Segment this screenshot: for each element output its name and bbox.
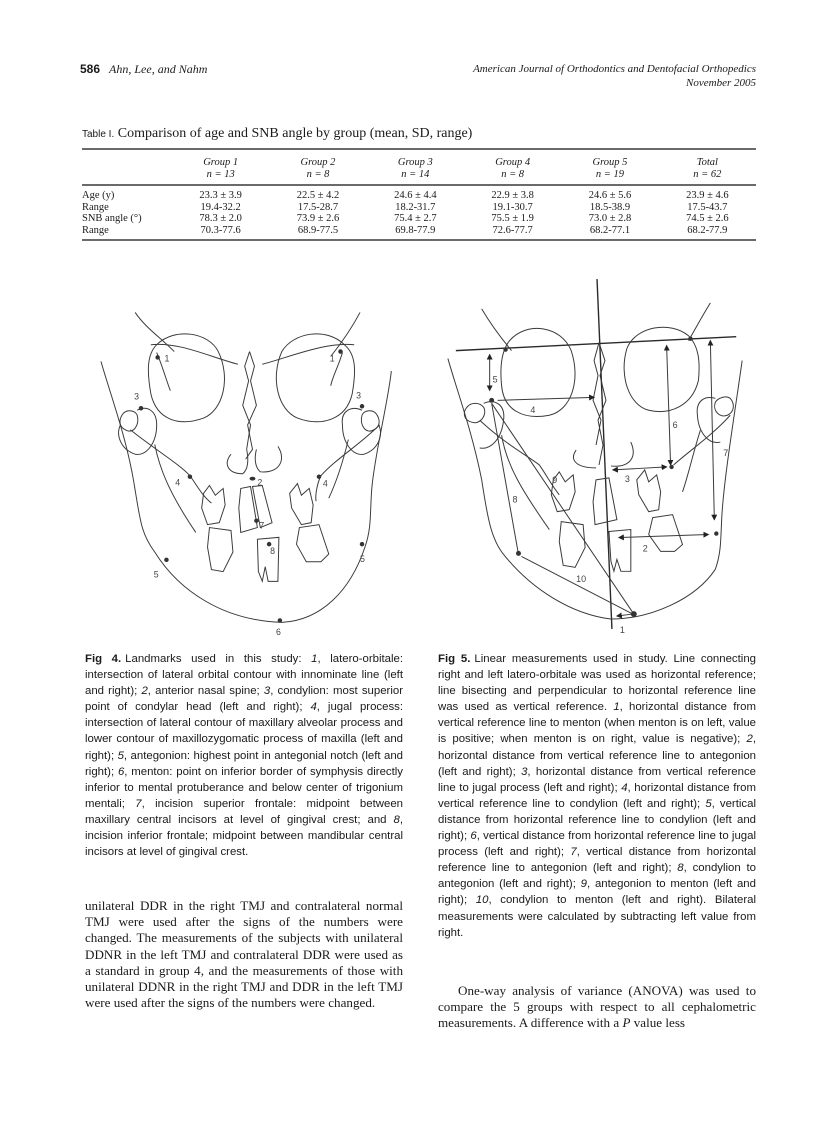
svg-text:1: 1 (329, 353, 335, 364)
svg-text:2: 2 (257, 477, 263, 488)
table-cell: 75.5 ± 1.9 (491, 213, 534, 224)
column-header (367, 154, 464, 185)
table-header-row (82, 154, 756, 185)
table-cell: 23.3 ± 3.9 (199, 190, 242, 201)
page-number: 586 (80, 62, 101, 76)
svg-text:9: 9 (552, 474, 558, 485)
running-authors: Ahn, Lee, and Nahm (109, 62, 208, 76)
group-name: Group 5 (592, 157, 628, 168)
table-cell: 74.5 ± 2.6 (686, 213, 729, 224)
column-header (464, 154, 561, 185)
svg-text:10: 10 (576, 574, 587, 585)
table-cell: 17.5-28.7 (297, 201, 339, 213)
svg-text:8: 8 (512, 494, 518, 505)
group-name: Group 4 (495, 157, 531, 168)
group-n: n = 19 (595, 169, 625, 180)
svg-text:4: 4 (530, 405, 536, 416)
group-n: n = 13 (206, 169, 235, 180)
figure-4-landmarks-drawing (85, 288, 420, 640)
table-cell: 68.2-77.1 (589, 224, 631, 236)
svg-text:7: 7 (723, 447, 729, 458)
group-n: n = 8 (306, 169, 330, 180)
landmark-4-left (188, 474, 192, 478)
svg-text:2: 2 (642, 543, 648, 554)
row-label: SNB angle (°) (82, 213, 142, 224)
svg-text:3: 3 (134, 391, 140, 402)
figure-5-caption-text: Linear measurements used in study. Line connecting right and left latero-orbitale was used as horizontal reference; line bisecting and perpendicular to horizontal reference line was used as vertical reference. 1, horizontal distance from vertical reference line to menton (when menton is on left, value is positive; when menton is on right, value is negative); 2, horizontal distance from vertical reference line to antegonion (left and right); 3, horizontal distance from vertical reference line to jugal process (left and right); 4, horizontal distance from vertical reference line to condylion (left and right); 5, vertical distance from horizontal reference line to condylion (left and right); 6, vertical distance from horizontal reference line to jugal process (left and right); 7, vertical distance from horizontal reference line to antegonion (left and right); 8, condylion to antegonion (left and right); 9, antegonion to menton (left and right); 10, condylion to menton (left and right). Bilateral measurements were calculated by subtracting left value from right. (438, 653, 757, 939)
svg-text:3: 3 (624, 473, 630, 484)
table-row (82, 202, 756, 214)
column-header (172, 154, 269, 185)
table-1 (82, 126, 756, 241)
table-cell: 17.5-43.7 (687, 201, 728, 213)
table-caption (82, 126, 756, 143)
table-cell: 70.3-77.6 (200, 224, 241, 236)
landmark-3-right (360, 404, 364, 408)
running-header-left (80, 62, 207, 77)
table-cell: 18.5-38.9 (589, 201, 631, 213)
landmark-3-left (139, 406, 143, 410)
table-cell: 22.5 ± 4.2 (296, 190, 340, 201)
table-cell: 19.4-32.2 (200, 201, 241, 213)
running-header (80, 62, 756, 92)
column-header (269, 154, 366, 185)
issue-date: November 2005 (686, 77, 756, 89)
landmark-5-left (164, 558, 168, 562)
figure-4-label: Fig 4. (85, 653, 122, 665)
body-paragraph-left: unilateral DDR in the right TMJ and contralateral normal TMJ were used after the signs of the numbers were changed. The measurements of the subjects with unilateral DDNR in the left TMJ and contralateral DDR were used as a standard in group 4, and the measurements of those with unilateral DDNR in the right TMJ and DDR in the left TMJ were used after the signs of the numbers were changed. (85, 898, 403, 1011)
column-header (659, 154, 756, 185)
landmark-1-right (338, 349, 342, 353)
group-name: Group 1 (203, 157, 239, 168)
body-paragraph-right: One-way analysis of variance (ANOVA) was used to compare the 5 groups with respect to all cephalometric measurements. A difference with a P value less (438, 983, 756, 1031)
group-name: Group 3 (397, 157, 433, 168)
group-name: Group 2 (300, 157, 336, 168)
table-cell: 72.6-77.7 (492, 224, 533, 236)
figure-4-caption-text: Landmarks used in this study: 1, latero-orbitale: intersection of lateral orbital contour with innominate line (left and right); 2, anterior nasal spine; 3, condylion: most superior point of condylar head (left and right); 4, jugal process: intersection of lateral contour of maxillary alveolar process and lower contour of maxillozygomatic process of maxilla (left and right); 5, antegonion: highest point in antegonial notch (left and right); 6, menton: point on inferior border of symphysis directly inferior to mental protuberance and below center of trigonium mentali; 7, incision superior frontale: midpoint between maxillary central incisors at level of gingival crest; and 8, incision inferior frontale; midpoint between mandibular central incisors at level of gingival crest. (85, 653, 404, 859)
row-label: Range (82, 224, 109, 236)
row-label: Range (82, 201, 109, 213)
measure-9 (492, 403, 634, 614)
measure-8 (492, 403, 519, 554)
table-label: Table I. (82, 129, 115, 140)
table-cell: 78.3 ± 2.0 (199, 213, 242, 224)
landmark-2 (250, 477, 256, 481)
figure-5-measurements-drawing (432, 270, 770, 640)
data-table (82, 148, 756, 241)
table-cell: 73.0 ± 2.8 (588, 213, 632, 224)
table-row (82, 213, 756, 225)
svg-text:5: 5 (492, 374, 498, 385)
svg-text:4: 4 (322, 478, 328, 489)
table-cell: 22.9 ± 3.8 (491, 190, 534, 201)
table-cell: 75.4 ± 2.7 (394, 213, 437, 224)
table-row (82, 225, 756, 237)
figure-4-caption (85, 651, 403, 860)
table-title: Comparison of age and SNB angle by group (mean, SD, range) (117, 126, 473, 141)
svg-text:5: 5 (153, 569, 159, 580)
svg-text:1: 1 (164, 353, 170, 364)
column-header (561, 154, 658, 185)
landmark-4-right (317, 474, 321, 478)
vertical-reference-line (597, 279, 612, 629)
figure-5-caption (438, 651, 756, 941)
svg-text:6: 6 (275, 627, 281, 638)
svg-text:7: 7 (259, 520, 265, 531)
row-label: Age (y) (82, 190, 115, 201)
landmark-6 (278, 618, 282, 622)
frontal-cephalogram-tracing (85, 288, 420, 640)
table-cell: 18.2-31.7 (395, 201, 436, 213)
header-blank (82, 154, 172, 185)
svg-text:8: 8 (270, 545, 276, 556)
group-n: n = 62 (693, 169, 722, 180)
table-cell: 68.9-77.5 (297, 224, 339, 236)
measure-10 (521, 556, 632, 614)
landmark-1-left (155, 355, 159, 359)
svg-text:4: 4 (175, 477, 181, 488)
frontal-cephalogram-measurements (432, 270, 770, 640)
figure-5-label: Fig 5. (438, 653, 471, 665)
table-row (82, 190, 756, 202)
svg-text:3: 3 (356, 390, 362, 401)
running-header-right (473, 62, 756, 90)
table-cell: 73.9 ± 2.6 (296, 213, 340, 224)
table-cell: 24.6 ± 5.6 (588, 190, 632, 201)
svg-text:6: 6 (672, 420, 678, 431)
table-cell: 68.2-77.9 (687, 224, 728, 236)
journal-name: American Journal of Orthodontics and Dentofacial Orthopedics (473, 63, 756, 75)
table-cell: 19.1-30.7 (492, 201, 533, 213)
svg-text:5: 5 (360, 553, 365, 564)
landmark-7 (254, 518, 258, 522)
svg-text:1: 1 (619, 624, 625, 635)
group-n: n = 8 (501, 169, 525, 180)
group-n: n = 14 (401, 169, 430, 180)
table-cell: 69.8-77.9 (395, 224, 436, 236)
group-name: Total (696, 157, 718, 168)
landmark-5-right (360, 542, 364, 546)
table-cell: 24.6 ± 4.4 (394, 190, 437, 201)
table-cell: 23.9 ± 4.6 (686, 190, 729, 201)
